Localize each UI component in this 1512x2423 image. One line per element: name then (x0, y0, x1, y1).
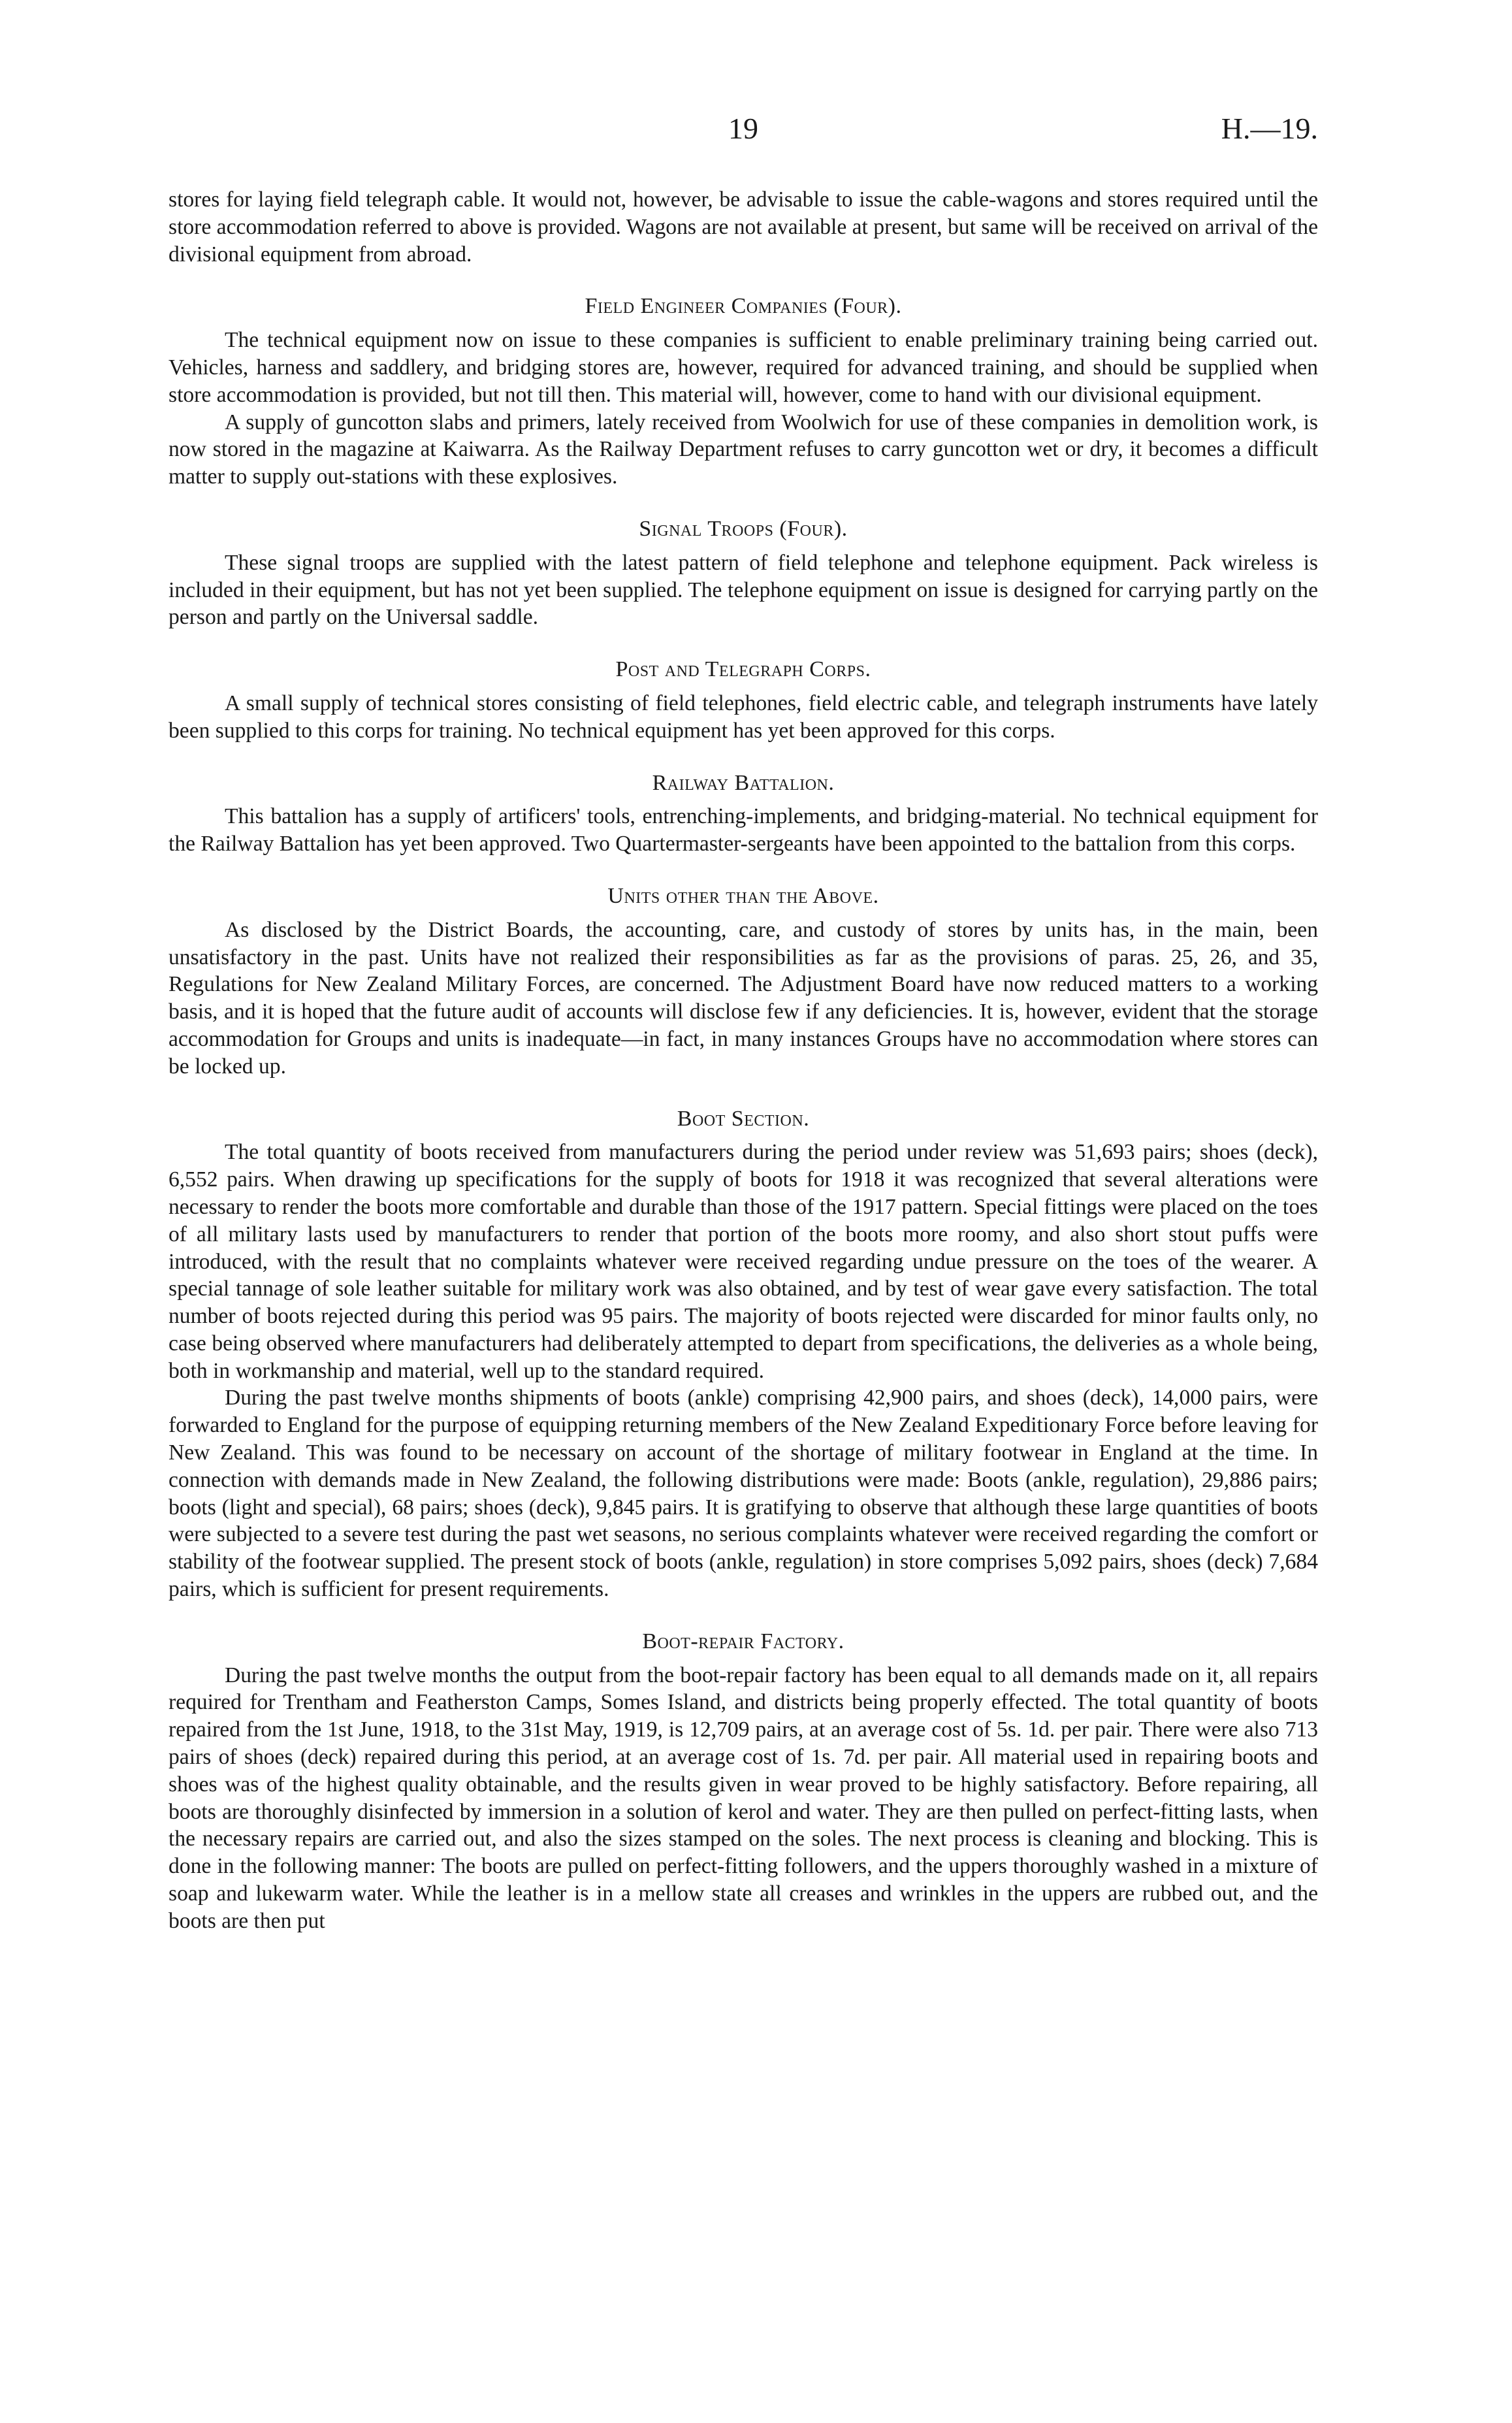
section-heading: Field Engineer Companies (Four). (585, 294, 902, 319)
section-field-engineer-companies (169, 293, 1318, 491)
paragraph: During the past twelve months shipments of boots (ankle) comprising 42,900 pairs, and shoes (deck), 14,000 pairs, were forwarded to England for the purpose of equipping returning members of the New Zealand Expeditionary Force before leaving for New Zealand. This was found to be necessary on account of the shortage of military footwear in England at the time. In connection with demands made in New Zealand, the following distributions were made: Boots (ankle, regulation), 29,886 pairs; boots (light and special), 68 pairs; shoes (deck), 9,845 pairs. It is gratifying to observe that although these large quantities of boots were subjected to a severe test during the past wet seasons, no serious complaints whatever were received regarding the comfort or stability of the footwear supplied. The present stock of boots (ankle, regulation) in store comprises 5,092 pairs, shoes (deck) 7,684 pairs, which is sufficient for present requirements. (169, 1386, 1318, 1602)
paragraph: These signal troops are supplied with the latest pattern of field telephone and telephone equipment. Pack wireless is included in their equipment, but has not yet been supplied. The telephone equipment on issue is designed for carrying partly on the person and partly on the Universal saddle. (169, 550, 1318, 630)
section-boot-repair-factory (169, 1628, 1318, 1935)
paragraph: A small supply of technical stores consisting of field telephones, field electric cable, and telegraph instruments have lately been supplied to this corps for training. No technical equipment has yet been approved for this corps. (169, 691, 1318, 743)
section-units-other-than-above (169, 883, 1318, 1081)
paragraph: A supply of guncotton slabs and primers, lately received from Woolwich for use of these companies in demolition work, is now stored in the magazine at Kaiwarra. As the Railway Department refuses to carry guncotton wet or dry, it becomes a difficult matter to supply out-stations with these explosives. (169, 410, 1318, 489)
paragraph: The total quantity of boots received from manufacturers during the period under review was 51,693 pairs; shoes (deck), 6,552 pairs. When drawing up specifications for the supply of boots for 1918 it was recognized that several alterations were necessary to render the boots more comfortable and durable than those of the 1917 pattern. Special fittings were placed on the toes of all military lasts used by manufacturers to render that portion of the boots more roomy, and also short stout puffs were introduced, with the result that no complaints whatever were received regarding undue pressure on the toes of the wearer. A special tannage of sole leather suitable for military work was also obtained, and by test of wear gave every satisfaction. The total number of boots rejected during this period was 95 pairs. The majority of boots rejected were discarded for minor faults only, no case being observed where manufacturers had deliberately attempted to depart from specifications, the deliveries as a whole being, both in workmanship and material, well up to the standard required. (169, 1140, 1318, 1383)
section-railway-battalion (169, 770, 1318, 858)
page-body (169, 186, 1318, 1935)
page-header (169, 111, 1318, 157)
section-post-and-telegraph-corps (169, 656, 1318, 744)
paragraph: During the past twelve months the output from the boot-repair factory has been equal to all demands made on it, all repairs required for Trentham and Featherston Camps, Somes Island, and districts being properly effected. The total quantity of boots repaired from the 1st June, 1918, to the 31st May, 1919, is 12,709 pairs, at an average cost of 5s. 1d. per pair. There were also 713 pairs of shoes (deck) repaired during this period, at an average cost of 1s. 7d. per pair. All material used in repairing boots and shoes was of the highest quality obtainable, and the results given in wear proved to be highly satisfactory. Before repairing, all boots are thoroughly disinfected by immersion in a solution of kerol and water. They are then pulled on perfect-fitting lasts, when the necessary repairs are carried out, and also the sizes stamped on the soles. The next process is cleaning and blocking. This is done in the following manner: The boots are pulled on perfect-fitting followers, and the uppers thoroughly washed in a mixture of soap and lukewarm water. While the leather is in a mellow state all creases and wrinkles in the uppers are rubbed out, and the boots are then put (169, 1663, 1318, 1933)
section-signal-troops (169, 515, 1318, 631)
section-heading: Boot Section. (677, 1106, 810, 1131)
section-heading: Units other than the Above. (607, 883, 879, 908)
paragraph: This battalion has a supply of artificers' tools, entrenching-implements, and bridging-material. No technical equipment for the Railway Battalion has yet been approved. Two Quartermaster-sergeants have been appointed to the battalion from this corps. (169, 804, 1318, 856)
document-reference: H.—19. (1221, 112, 1318, 145)
paragraph: The technical equipment now on issue to these companies is sufficient to enable preliminary training being carried out. Vehicles, harness and saddlery, and bridging stores are, however, required for advanced training, and should be supplied when store accommodation is provided, but not till then. This material will, however, come to hand with our divisional equipment. (169, 328, 1318, 407)
paragraph: As disclosed by the District Boards, the accounting, care, and custody of stores by units has, in the main, been unsatisfactory in the past. Units have not realized their responsibilities as far as the provisions of paras. 25, 26, and 35, Regulations for New Zealand Military Forces, are concerned. The Adjustment Board have now reduced matters to a working basis, and it is hoped that the future audit of accounts will disclose few if any deficiencies. It is, however, evident that the storage accommodation for Groups and units is inadequate—in fact, in many instances Groups have no accommodation where stores can be locked up. (169, 917, 1318, 1079)
intro-paragraph: stores for laying field telegraph cable. It would not, however, be advisable to issue the cable-wagons and stores required until the store accommodation referred to above is provided. Wagons are not available at present, but same will be received on arrival of the divisional equipment from abroad. (169, 187, 1318, 267)
section-boot-section (169, 1105, 1318, 1603)
section-heading: Signal Troops (Four). (639, 516, 848, 541)
page-number: 19 (728, 112, 758, 145)
section-heading: Railway Battalion. (652, 770, 835, 795)
section-heading: Boot-repair Factory. (642, 1629, 844, 1653)
section-heading: Post and Telegraph Corps. (615, 657, 871, 682)
